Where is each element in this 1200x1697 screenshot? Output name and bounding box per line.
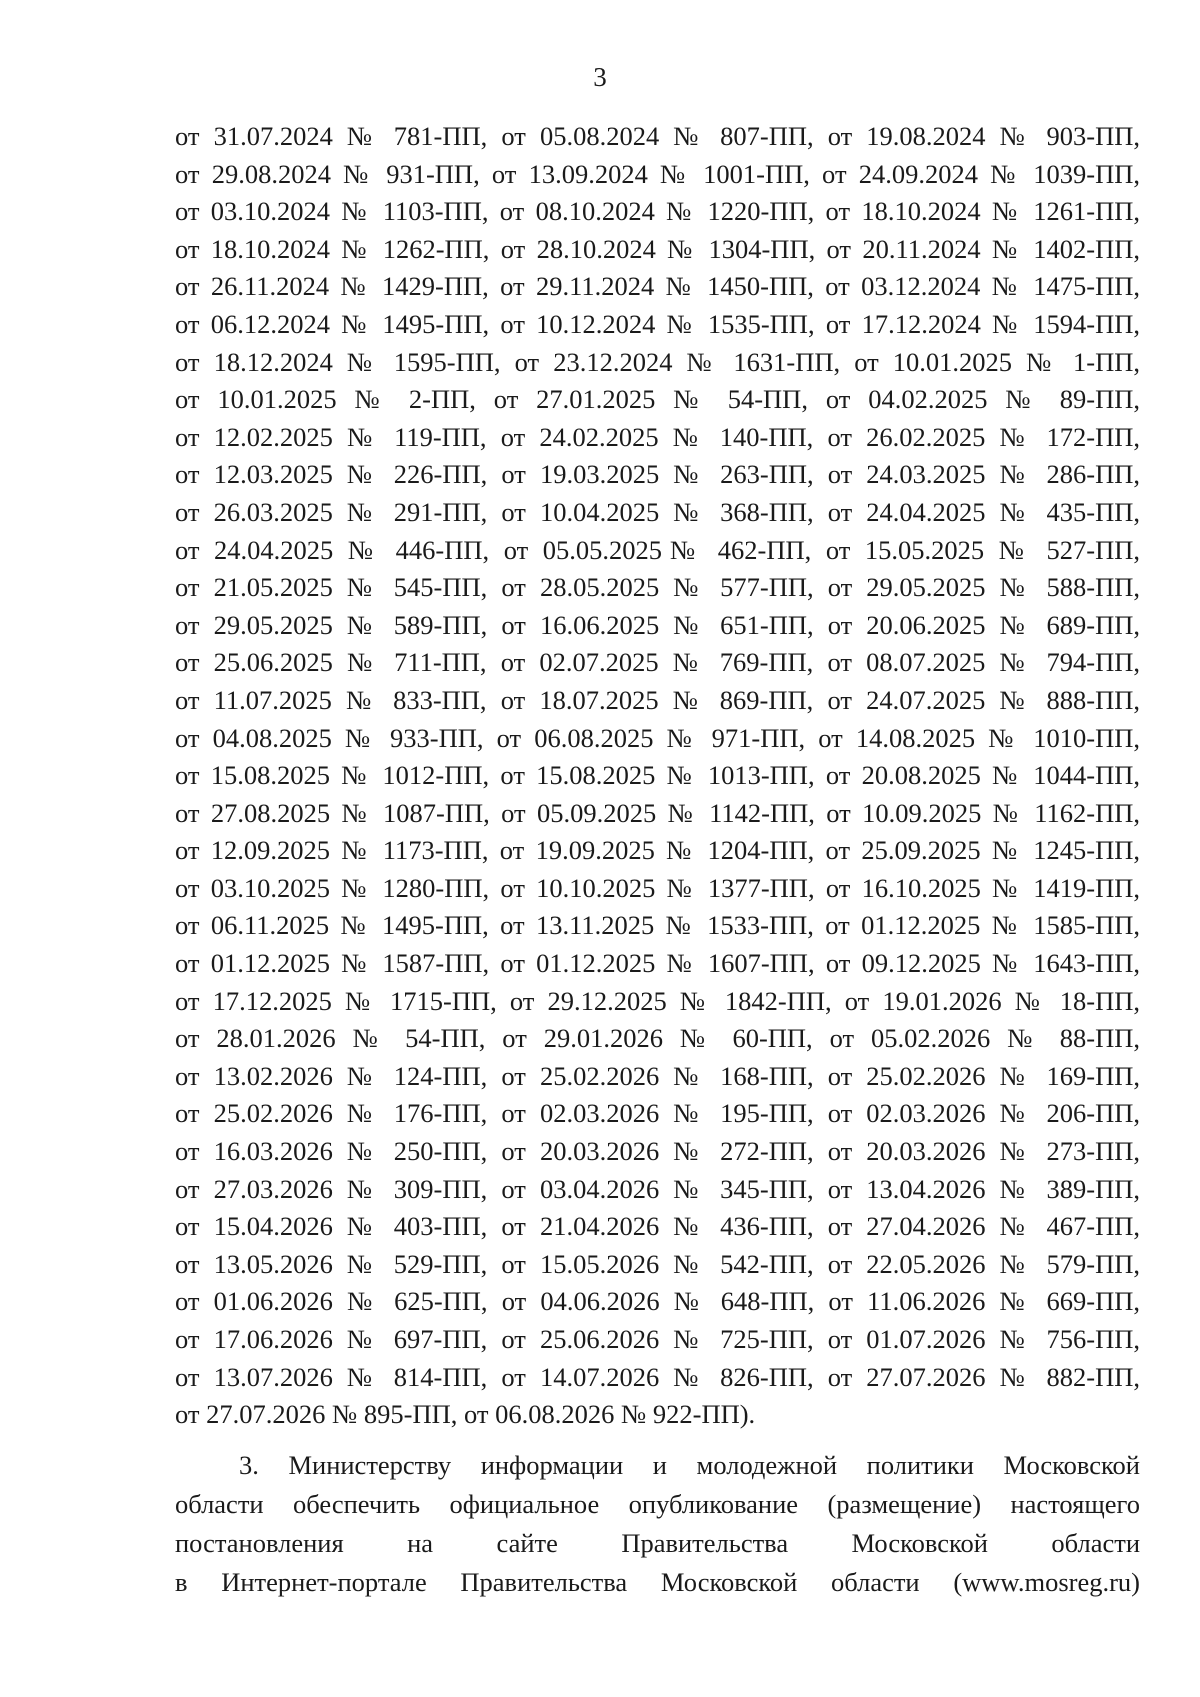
reference-line: от 29.08.2024 № 931-ПП, от 13.09.2024 № 1001-ПП, от 24.09.2024 № 1039-ПП, — [175, 158, 1140, 189]
reference-line: от 17.06.2026 № 697-ПП, от 25.06.2026 № 725-ПП, от 01.07.2026 № 756-ПП, — [175, 1324, 1140, 1354]
reference-line: от 27.08.2025 № 1087-ПП, от 05.09.2025 № 1142-ПП, от 10.09.2025 № 1162-ПП, — [175, 797, 1140, 828]
page-number: 3 — [593, 62, 607, 92]
paragraph-line: постановления на сайте Правительства Московской области — [175, 1528, 1140, 1558]
reference-line: от 12.03.2025 № 226-ПП, от 19.03.2025 № 263-ПП, от 24.03.2025 № 286-ПП, — [175, 459, 1140, 490]
reference-line: от 12.02.2025 № 119-ПП, от 24.02.2025 № 140-ПП, от 26.02.2025 № 172-ПП, — [175, 421, 1140, 452]
reference-line: от 17.12.2025 № 1715-ПП, от 29.12.2025 № 1842-ПП, от 19.01.2026 № 18-ПП, — [175, 985, 1140, 1016]
reference-line: от 25.02.2026 № 176-ПП, от 02.03.2026 № 195-ПП, от 02.03.2026 № 206-ПП, — [175, 1098, 1140, 1129]
reference-line: от 06.11.2025 № 1495-ПП, от 13.11.2025 № 1533-ПП, от 01.12.2025 № 1585-ПП, — [175, 910, 1140, 941]
section-3-paragraph — [175, 1446, 1140, 1602]
reference-line: от 24.04.2025 № 446-ПП, от 05.05.2025№ 462-ПП, от 15.05.2025 № 527-ПП, — [175, 534, 1140, 565]
reference-line: от 03.10.2025 № 1280-ПП, от 10.10.2025 № 1377-ПП, от 16.10.2025 № 1419-ПП, — [175, 872, 1140, 903]
reference-line: от 01.06.2026 № 625-ПП, от 04.06.2026 № 648-ПП, от 11.06.2026 № 669-ПП, — [175, 1286, 1140, 1317]
reference-line: от 13.05.2026 № 529-ПП, от 15.05.2026 № 542-ПП, от 22.05.2026 № 579-ПП, — [175, 1248, 1140, 1279]
reference-line: от 31.07.2024 № 781-ПП, от 05.08.2024 № 807-ПП, от 19.08.2024 № 903-ПП, — [175, 121, 1140, 151]
reference-line: от 01.12.2025 № 1587-ПП, от 01.12.2025 № 1607-ПП, от 09.12.2025 № 1643-ПП, — [175, 948, 1140, 979]
reference-line: от 15.04.2026 № 403-ПП, от 21.04.2026 № 436-ПП, от 27.04.2026 № 467-ПП, — [175, 1211, 1140, 1242]
reference-line: от 27.03.2026 № 309-ПП, от 03.04.2026 № 345-ПП, от 13.04.2026 № 389-ПП, — [175, 1173, 1140, 1204]
reference-line: от 26.11.2024 № 1429-ПП, от 29.11.2024 № 1450-ПП, от 03.12.2024 № 1475-ПП, — [175, 271, 1140, 302]
reference-line: от 06.12.2024 № 1495-ПП, от 10.12.2024 № 1535-ПП, от 17.12.2024 № 1594-ПП, — [175, 308, 1140, 339]
reference-line: от 29.05.2025 № 589-ПП, от 16.06.2025 № 651-ПП, от 20.06.2025 № 689-ПП, — [175, 609, 1140, 640]
reference-line: от 25.06.2025 № 711-ПП, от 02.07.2025 № 769-ПП, от 08.07.2025 № 794-ПП, — [175, 647, 1140, 678]
reference-line: от 18.12.2024 № 1595-ПП, от 23.12.2024 № 1631-ПП, от 10.01.2025 № 1-ПП, — [175, 346, 1140, 377]
paragraph-line: области обеспечить официальное опубликование (размещение) настоящего — [175, 1489, 1140, 1519]
resolution-reference-list — [175, 118, 1140, 1434]
reference-line: от 28.01.2026 № 54-ПП, от 29.01.2026 № 60-ПП, от 05.02.2026 № 88-ПП, — [175, 1023, 1140, 1054]
reference-line: от 15.08.2025 № 1012-ПП, от 15.08.2025 № 1013-ПП, от 20.08.2025 № 1044-ПП, — [175, 760, 1140, 791]
reference-line: от 27.07.2026 № 895-ПП, от 06.08.2026 № 922-ПП). — [175, 1399, 756, 1430]
reference-line: от 13.02.2026 № 124-ПП, от 25.02.2026 № 168-ПП, от 25.02.2026 № 169-ПП, — [175, 1060, 1140, 1091]
paragraph-line: 3. Министерству информации и молодежной политики Московской — [239, 1450, 1140, 1480]
paragraph-line: в Интернет-портале Правительства Московской области (www.mosreg.ru) — [175, 1567, 1140, 1597]
reference-line: от 12.09.2025 № 1173-ПП, от 19.09.2025 № 1204-ПП, от 25.09.2025 № 1245-ПП, — [175, 835, 1140, 866]
reference-line: от 11.07.2025 № 833-ПП, от 18.07.2025 № 869-ПП, от 24.07.2025 № 888-ПП, — [175, 684, 1140, 715]
reference-line: от 21.05.2025 № 545-ПП, от 28.05.2025 № 577-ПП, от 29.05.2025 № 588-ПП, — [175, 572, 1140, 603]
reference-line: от 16.03.2026 № 250-ПП, от 20.03.2026 № 272-ПП, от 20.03.2026 № 273-ПП, — [175, 1136, 1140, 1167]
reference-line: от 04.08.2025 № 933-ПП, от 06.08.2025 № 971-ПП, от 14.08.2025 № 1010-ПП, — [175, 722, 1140, 753]
reference-line: от 10.01.2025 № 2-ПП, от 27.01.2025 № 54-ПП, от 04.02.2025 № 89-ПП, — [175, 384, 1140, 415]
reference-line: от 13.07.2026 № 814-ПП, от 14.07.2026 № 826-ПП, от 27.07.2026 № 882-ПП, — [175, 1361, 1140, 1392]
reference-line: от 18.10.2024 № 1262-ПП, от 28.10.2024 № 1304-ПП, от 20.11.2024 № 1402-ПП, — [175, 233, 1140, 264]
reference-line: от 26.03.2025 № 291-ПП, от 10.04.2025 № 368-ПП, от 24.04.2025 № 435-ПП, — [175, 496, 1140, 527]
reference-line: от 03.10.2024 № 1103-ПП, от 08.10.2024 № 1220-ПП, от 18.10.2024 № 1261-ПП, — [175, 196, 1140, 227]
